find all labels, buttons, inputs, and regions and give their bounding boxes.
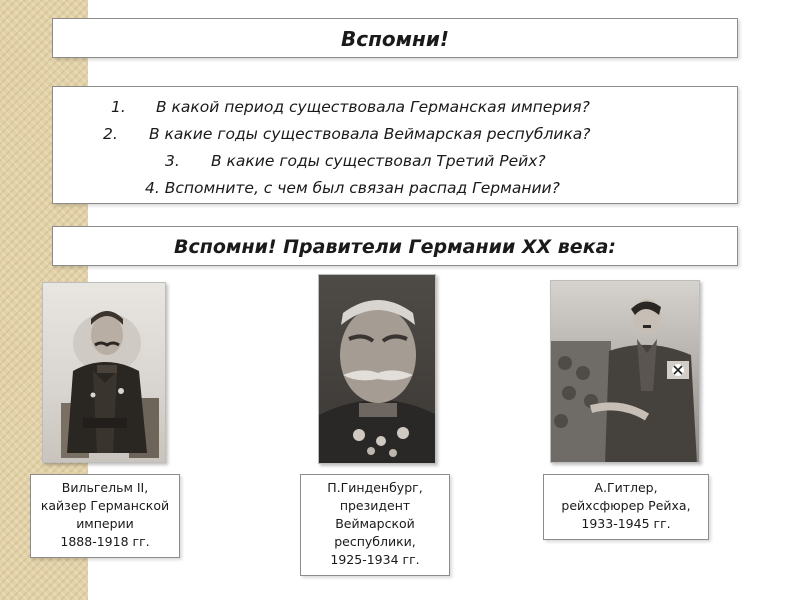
caption-line: республики,: [334, 534, 416, 549]
caption-line: Вильгельм II,: [61, 480, 149, 495]
question-number: 2.: [103, 125, 118, 143]
caption-line: 1888-1918 гг.: [60, 534, 150, 549]
question-text: В какие годы существовал Третий Рейх?: [211, 152, 546, 170]
caption-hindenburg: [300, 474, 450, 576]
caption-line: кайзер Германской: [40, 498, 170, 513]
caption-line: П.Гинденбург,: [327, 480, 423, 495]
caption-wilhelm-ii: [30, 474, 180, 558]
caption-line: рейхсфюрер Рейха,: [561, 498, 691, 513]
question-item: [53, 121, 737, 148]
rulers-heading-box: [52, 226, 738, 266]
question-number: 1.: [111, 98, 126, 116]
portrait-hindenburg-image: [319, 275, 436, 464]
question-text: 4. Вспомните, с чем был связан распад Германии?: [145, 179, 560, 197]
caption-line: Веймарской: [335, 516, 415, 531]
question-item: [53, 148, 737, 175]
question-item: [53, 175, 737, 202]
rulers-heading: Вспомни! Правители Германии ХХ века:: [173, 236, 617, 258]
question-number: 3.: [165, 152, 180, 170]
portrait-wilhelm-ii-image: [43, 283, 166, 463]
portrait-hitler-image: [551, 281, 700, 463]
question-text: В какие годы существовала Веймарская республика?: [149, 125, 591, 143]
question-text: В какой период существовала Германская империя?: [156, 98, 590, 116]
question-item: [53, 94, 737, 121]
caption-hitler: [543, 474, 709, 540]
recall-title: Вспомни!: [341, 27, 449, 51]
recall-title-box: [52, 18, 738, 58]
caption-line: А.Гитлер,: [594, 480, 658, 495]
photo-wilhelm-ii: [42, 282, 166, 463]
caption-line: президент: [339, 498, 411, 513]
photo-hindenburg: [318, 274, 436, 464]
caption-line: 1933-1945 гг.: [581, 516, 671, 531]
questions-box: [52, 86, 738, 204]
caption-line: 1925-1934 гг.: [330, 552, 420, 567]
caption-line: империи: [76, 516, 134, 531]
photo-hitler: [550, 280, 700, 463]
